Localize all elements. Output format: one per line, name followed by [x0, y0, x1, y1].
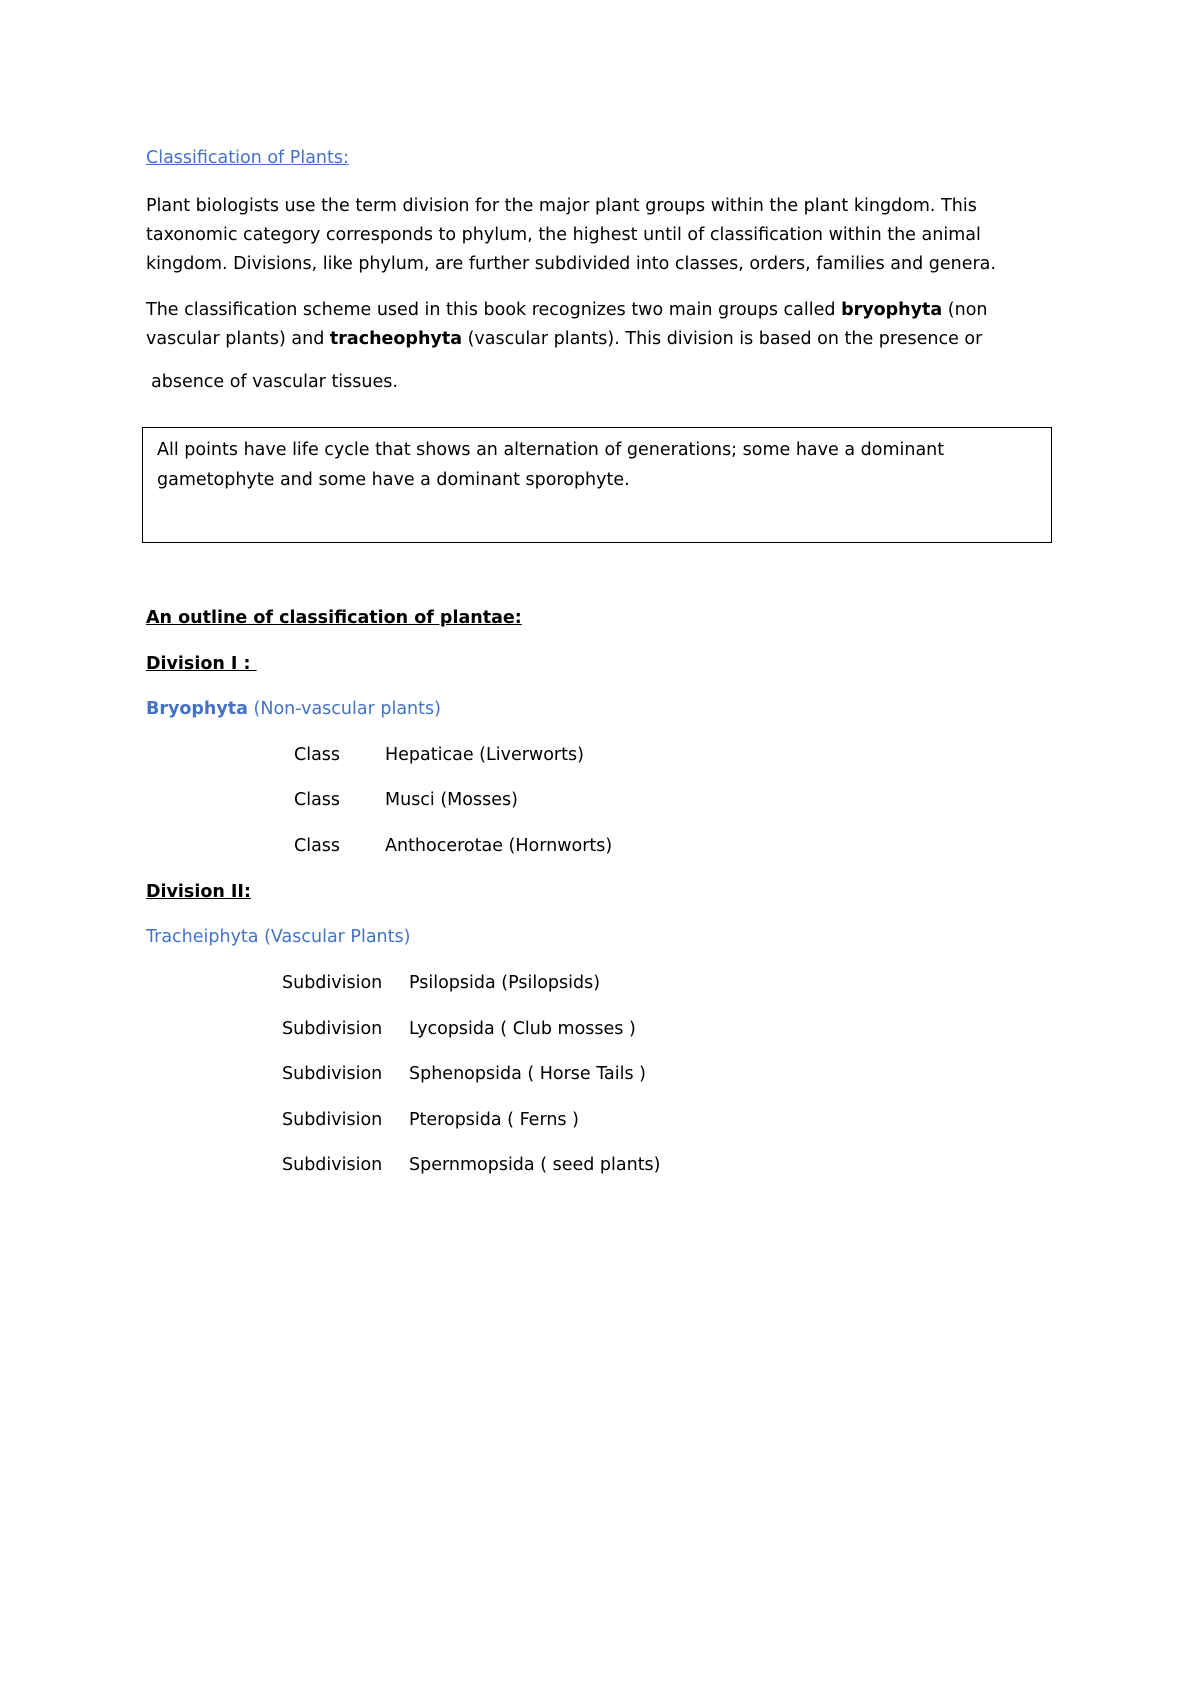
bryophyta-term: bryophyta [841, 300, 943, 320]
document-title: Classification of Plants: [146, 148, 349, 168]
division-2-title: Tracheiphyta (Vascular Plants) [146, 927, 411, 947]
note-line: gametophyte and some have a dominant sporophyte. [157, 470, 630, 490]
subdivision-value: Spernmopsida ( seed plants) [409, 1155, 661, 1175]
class-label: Class [294, 836, 341, 856]
note-line: All points have life cycle that shows an alternation of generations; some have a dominant [157, 440, 945, 460]
scheme-line [146, 296, 1026, 325]
class-value: Anthocerotae (Hornworts) [385, 836, 613, 856]
scheme-text: The classification scheme used in this book recognizes two main groups called [146, 300, 842, 320]
intro-line: Plant biologists use the term division for the major plant groups within the plant kingdom. This [146, 196, 977, 216]
scheme-text: vascular plants) and [146, 329, 330, 349]
intro-line: taxonomic category corresponds to phylum, the highest until of classification within the animal [146, 225, 981, 245]
subdivision-value: Lycopsida ( Club mosses ) [409, 1019, 636, 1039]
subdivision-label: Subdivision [282, 1155, 383, 1175]
class-label: Class [294, 790, 341, 810]
subdivision-label: Subdivision [282, 973, 383, 993]
intro-line: kingdom. Divisions, like phylum, are further subdivided into classes, orders, families and genera. [146, 254, 996, 274]
scheme-line [146, 325, 1026, 354]
subdivision-value: Pteropsida ( Ferns ) [409, 1110, 579, 1130]
scheme-text: (vascular plants). This division is based on the presence or [462, 329, 983, 349]
class-value: Hepaticae (Liverworts) [385, 745, 584, 765]
division-2-heading: Division II: [146, 882, 251, 902]
subdivision-value: Sphenopsida ( Horse Tails ) [409, 1064, 647, 1084]
division-1-title [146, 699, 441, 719]
scheme-paragraph [146, 296, 1026, 354]
outline-heading: An outline of classification of plantae: [146, 608, 522, 628]
scheme-text: (non [942, 300, 988, 320]
division-1-desc: (Non-vascular plants) [247, 699, 441, 719]
class-value: Musci (Mosses) [385, 790, 518, 810]
subdivision-label: Subdivision [282, 1110, 383, 1130]
note-box [142, 427, 1052, 543]
subdivision-label: Subdivision [282, 1064, 383, 1084]
division-1-name: Bryophyta [146, 699, 248, 719]
division-1-heading: Division I : [146, 654, 257, 674]
scheme-line: absence of vascular tissues. [151, 372, 398, 392]
intro-paragraph [146, 192, 1026, 279]
subdivision-label: Subdivision [282, 1019, 383, 1039]
class-label: Class [294, 745, 341, 765]
tracheophyta-term: tracheophyta [329, 329, 463, 349]
subdivision-value: Psilopsida (Psilopsids) [409, 973, 601, 993]
